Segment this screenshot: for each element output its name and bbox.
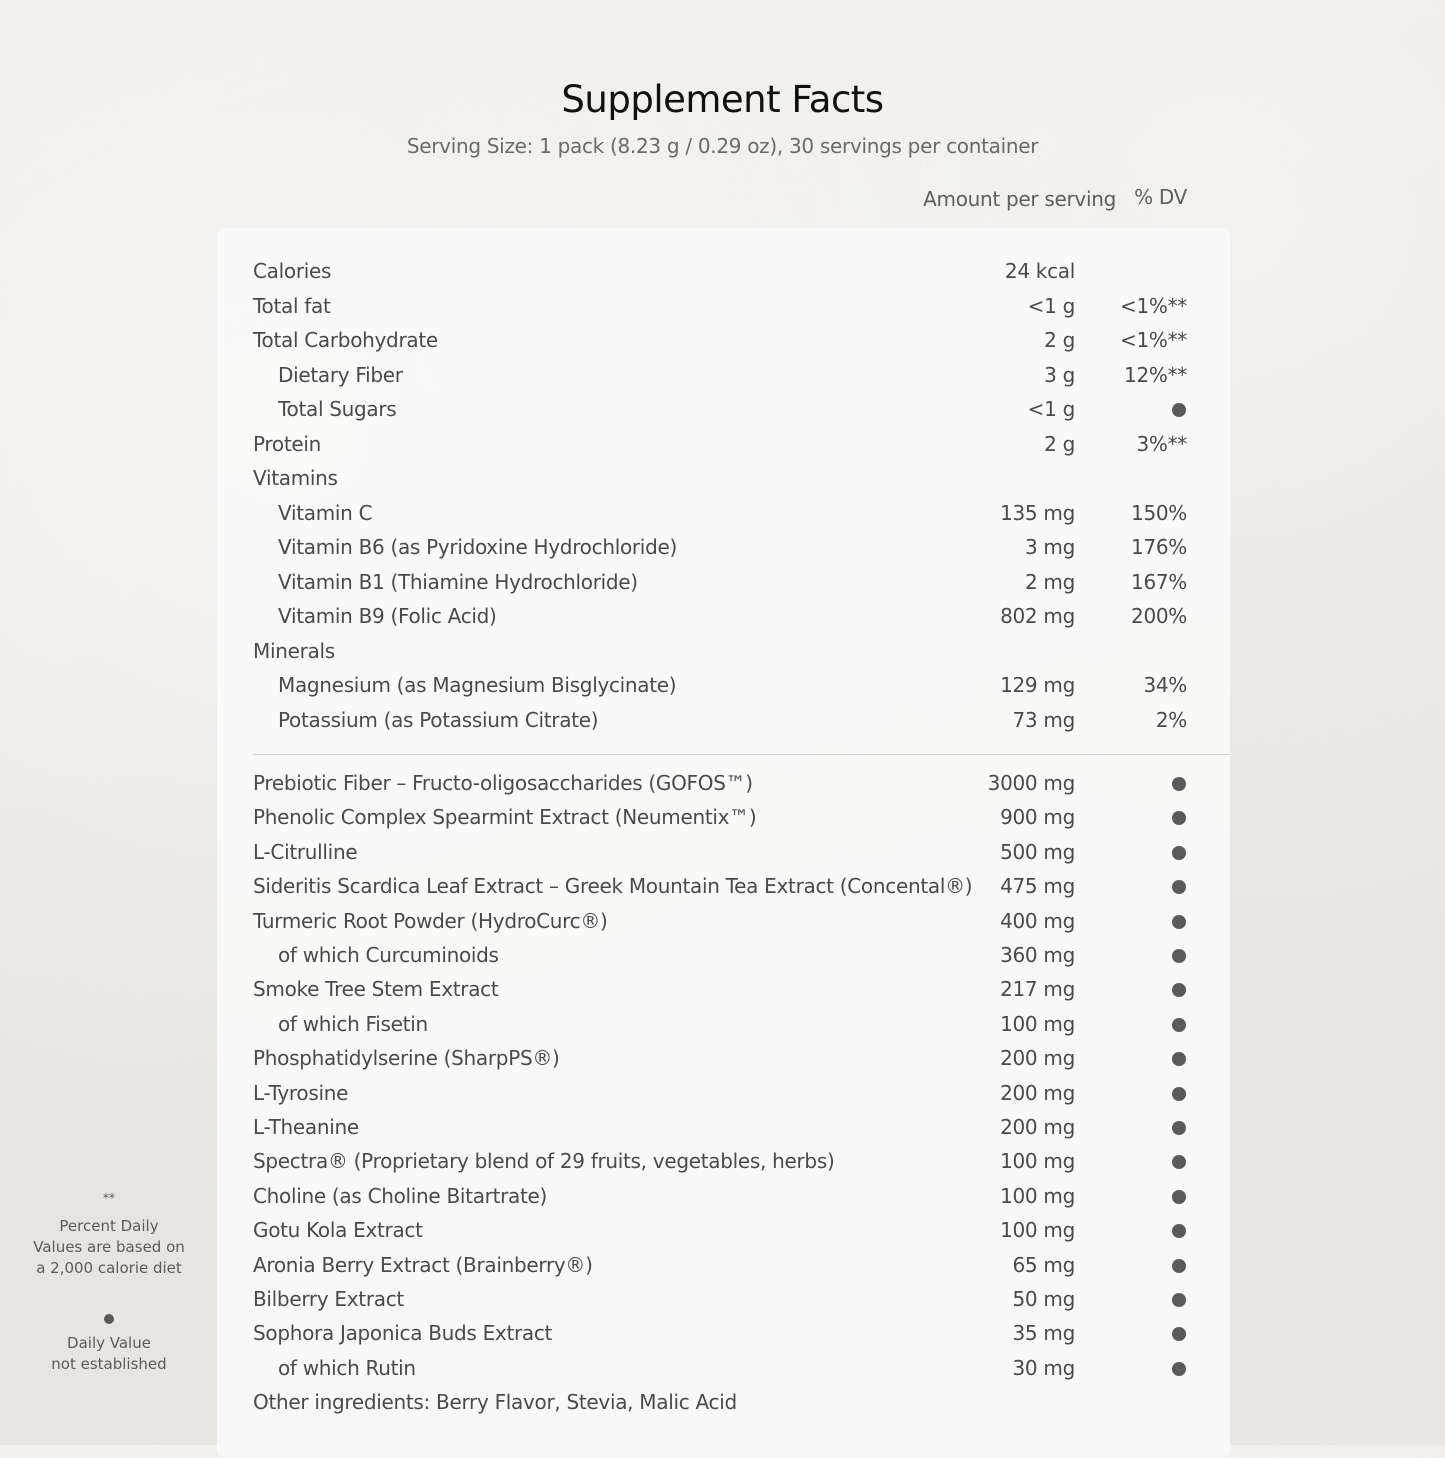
dv-not-established-icon	[1172, 1293, 1186, 1307]
fact-name: Prebiotic Fiber – Fructo-oligosaccharides (GOFOS™)	[253, 771, 753, 795]
fact-name: Phosphatidylserine (SharpPS®)	[253, 1046, 560, 1071]
fact-name: of which Curcuminoids	[278, 943, 499, 967]
fact-name: Protein	[253, 431, 322, 456]
facts-panel	[217, 228, 1230, 1458]
legend-stars: **	[103, 1191, 115, 1205]
fact-row	[217, 359, 1230, 393]
fact-name: Bilberry Extract	[253, 1287, 404, 1311]
fact-amount: 24 kcal	[1004, 259, 1075, 283]
dv-not-established-icon	[1172, 1018, 1186, 1032]
fact-amount: 200 mg	[1000, 1080, 1075, 1105]
fact-amount: 475 mg	[1000, 874, 1075, 899]
fact-name: Sideritis Scardica Leaf Extract – Greek Mountain Tea Extract (Concental®)	[253, 874, 973, 899]
fact-name: Vitamin B1 (Thiamine Hydrochloride)	[278, 569, 638, 594]
fact-row	[217, 1317, 1230, 1351]
dv-not-established-icon	[1172, 1327, 1186, 1341]
fact-name: Vitamin B6 (as Pyridoxine Hydrochloride)	[278, 535, 677, 559]
fact-amount: 802 mg	[1000, 604, 1075, 628]
fact-dv: <1%**	[1120, 293, 1187, 318]
fact-row	[217, 566, 1230, 600]
legend-not-established	[18, 1333, 200, 1375]
fact-amount: 2 mg	[1024, 569, 1075, 594]
dv-not-established-icon	[1172, 1121, 1186, 1135]
fact-amount: 50 mg	[1012, 1287, 1075, 1311]
page-title: Supplement Facts	[561, 78, 884, 121]
fact-name: L-Theanine	[253, 1115, 359, 1139]
fact-row	[217, 1008, 1230, 1042]
fact-row	[217, 462, 1230, 496]
fact-dv: <1%**	[1120, 328, 1187, 352]
fact-dv: 150%	[1131, 500, 1187, 525]
dv-not-established-icon	[1172, 880, 1186, 894]
dv-not-established-icon	[1172, 1362, 1186, 1376]
dv-not-established-icon	[1172, 915, 1186, 929]
fact-amount: 135 mg	[1000, 500, 1075, 525]
fact-row	[217, 1145, 1230, 1179]
fact-row	[217, 428, 1230, 462]
legend-dv-line: Percent Daily	[59, 1217, 159, 1235]
fact-name: L-Citrulline	[253, 839, 358, 864]
fact-amount: 35 mg	[1012, 1321, 1075, 1346]
fact-name: Sophora Japonica Buds Extract	[253, 1321, 553, 1346]
fact-row	[217, 870, 1230, 904]
dv-not-established-icon	[1172, 1155, 1186, 1169]
fact-amount: 217 mg	[1000, 977, 1075, 1002]
fact-row	[217, 704, 1230, 738]
fact-row	[217, 1042, 1230, 1076]
fact-name: Vitamins	[253, 466, 338, 490]
legend-dot-icon	[104, 1314, 114, 1324]
fact-row	[217, 801, 1230, 835]
dv-not-established-icon	[1172, 1259, 1186, 1273]
serving-size: Serving Size: 1 pack (8.23 g / 0.29 oz), 30 servings per container	[406, 134, 1039, 158]
fact-amount: 400 mg	[1000, 908, 1075, 933]
fact-dv: 167%	[1131, 569, 1187, 594]
fact-row	[217, 973, 1230, 1007]
dv-not-established-icon	[1172, 1190, 1186, 1204]
fact-dv: 2%	[1155, 707, 1187, 732]
fact-name: Gotu Kola Extract	[253, 1218, 423, 1243]
fact-name: Total fat	[253, 293, 331, 318]
fact-amount: 200 mg	[1000, 1115, 1075, 1139]
dv-not-established-icon	[1172, 777, 1186, 791]
fact-amount: 2 g	[1044, 431, 1075, 456]
fact-amount: <1 g	[1027, 293, 1075, 318]
fact-amount: 100 mg	[1000, 1183, 1075, 1208]
fact-amount: 100 mg	[1000, 1149, 1075, 1174]
fact-name: of which Fisetin	[278, 1011, 428, 1036]
dv-not-established-icon	[1172, 949, 1186, 963]
fact-amount: 900 mg	[1000, 805, 1075, 830]
fact-row	[217, 1352, 1230, 1386]
fact-amount: 73 mg	[1012, 707, 1075, 732]
fact-amount: <1 g	[1027, 397, 1075, 421]
fact-row	[217, 255, 1230, 289]
dv-not-established-icon	[1172, 1052, 1186, 1066]
fact-row	[217, 600, 1230, 634]
fact-name: Dietary Fiber	[278, 362, 403, 387]
dv-not-established-icon	[1172, 846, 1186, 860]
fact-row	[217, 324, 1230, 358]
fact-amount: 200 mg	[1000, 1046, 1075, 1071]
legend-dv-note	[18, 1216, 200, 1279]
fact-name: Smoke Tree Stem Extract	[253, 977, 499, 1002]
legend-dot-line: Daily Value	[67, 1334, 151, 1352]
fact-amount: 3 g	[1044, 362, 1075, 387]
fact-amount: 3000 mg	[987, 771, 1075, 795]
fact-name: L-Tyrosine	[253, 1080, 349, 1105]
fact-row	[217, 497, 1230, 531]
fact-name: Vitamin B9 (Folic Acid)	[278, 604, 497, 628]
legend-dv-line: a 2,000 calorie diet	[36, 1259, 182, 1277]
fact-row	[217, 1283, 1230, 1317]
dv-column-header: % DV	[1134, 185, 1187, 209]
dv-not-established-icon	[1172, 811, 1186, 825]
dv-not-established-icon	[1172, 1087, 1186, 1101]
fact-name: Vitamin C	[278, 500, 373, 525]
fact-amount: 30 mg	[1012, 1355, 1075, 1380]
fact-row	[217, 1111, 1230, 1145]
fact-amount: 100 mg	[1000, 1011, 1075, 1036]
fact-dv: 34%	[1143, 673, 1187, 697]
fact-dv: 3%**	[1136, 431, 1187, 456]
fact-amount: 65 mg	[1012, 1252, 1075, 1277]
amount-column-header: Amount per serving	[923, 187, 1116, 211]
fact-dv: 200%	[1131, 604, 1187, 628]
fact-amount: 129 mg	[1000, 673, 1075, 697]
fact-name: Choline (as Choline Bitartrate)	[253, 1183, 548, 1208]
dv-not-established-icon	[1172, 983, 1186, 997]
fact-row	[217, 1214, 1230, 1248]
legend-dv-line: Values are based on	[33, 1238, 185, 1256]
fact-row	[217, 1180, 1230, 1214]
fact-row	[217, 1077, 1230, 1111]
fact-row	[217, 669, 1230, 703]
fact-name: of which Rutin	[278, 1355, 416, 1380]
fact-row	[217, 635, 1230, 669]
fact-name: Spectra® (Proprietary blend of 29 fruits, vegetables, herbs)	[253, 1149, 835, 1174]
fact-row	[217, 905, 1230, 939]
fact-row	[217, 767, 1230, 801]
dv-not-established-icon	[1172, 403, 1186, 417]
fact-row	[217, 836, 1230, 870]
fact-amount: 500 mg	[1000, 839, 1075, 864]
fact-name: Total Carbohydrate	[253, 328, 438, 352]
other-ingredients: Other ingredients: Berry Flavor, Stevia, Malic Acid	[253, 1390, 737, 1414]
fact-name: Minerals	[253, 638, 335, 663]
fact-amount: 3 mg	[1024, 535, 1075, 559]
fact-amount: 360 mg	[1000, 943, 1075, 967]
fact-row	[217, 531, 1230, 565]
fact-name: Phenolic Complex Spearmint Extract (Neumentix™)	[253, 805, 757, 830]
fact-row	[217, 393, 1230, 427]
section-divider	[253, 754, 1230, 755]
fact-dv: 12%**	[1124, 362, 1187, 387]
fact-dv: 176%	[1131, 535, 1187, 559]
dv-not-established-icon	[1172, 1224, 1186, 1238]
fact-row	[217, 290, 1230, 324]
fact-name: Potassium (as Potassium Citrate)	[278, 707, 599, 732]
fact-name: Total Sugars	[278, 397, 397, 421]
fact-row	[217, 1249, 1230, 1283]
fact-row	[217, 939, 1230, 973]
fact-amount: 2 g	[1044, 328, 1075, 352]
fact-name: Calories	[253, 259, 332, 283]
fact-amount: 100 mg	[1000, 1218, 1075, 1243]
fact-name: Turmeric Root Powder (HydroCurc®)	[253, 908, 608, 933]
fact-name: Magnesium (as Magnesium Bisglycinate)	[278, 673, 677, 697]
legend-dot-line: not established	[51, 1355, 167, 1373]
fact-name: Aronia Berry Extract (Brainberry®)	[253, 1252, 593, 1277]
